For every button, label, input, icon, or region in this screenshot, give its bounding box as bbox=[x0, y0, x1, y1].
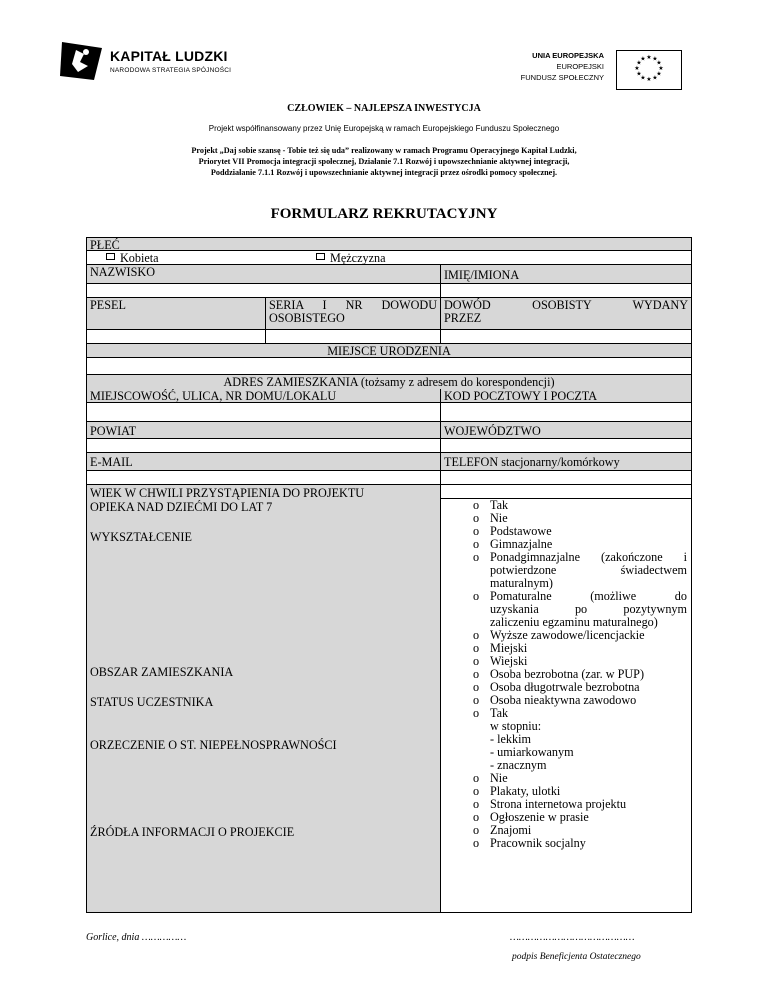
bullet-icon: o bbox=[473, 628, 480, 642]
option-degree: - umiarkowanym bbox=[490, 745, 574, 759]
miejscowosc-label: MIEJSCOWOŚĆ, ULICA, NR DOMU/LOKALU bbox=[87, 389, 441, 402]
svg-text:★: ★ bbox=[656, 59, 662, 67]
kod-field[interactable] bbox=[441, 403, 691, 421]
option-label: Pracownik socjalny bbox=[490, 836, 586, 850]
row-nazwisko-input bbox=[86, 284, 692, 298]
option-label: Ogłoszenie w prasie bbox=[490, 810, 589, 824]
option-label: Osoba długotrwale bezrobotna bbox=[490, 680, 640, 694]
option-label: zaliczeniu egzaminu maturalnego) bbox=[490, 615, 658, 629]
miejscowosc-field[interactable] bbox=[87, 403, 441, 421]
svg-text:★: ★ bbox=[646, 54, 652, 61]
kapital-ludzki-logo bbox=[58, 40, 238, 82]
project-line-3: Poddziałanie 7.1.1 Rozwój i upowszechnianie aktywnej integracji przez ośrodki pomocy społecznej. bbox=[210, 168, 558, 177]
row-adres-input bbox=[86, 403, 692, 422]
option-degree: - lekkim bbox=[490, 732, 531, 746]
seria-field[interactable] bbox=[266, 330, 441, 343]
seria-label bbox=[266, 298, 441, 329]
row-powiat bbox=[86, 422, 692, 439]
miejsce-urodzenia-label: MIEJSCE URODZENIA bbox=[327, 344, 451, 357]
dowod-line2: PRZEZ bbox=[444, 311, 482, 325]
row-miejsce-urodzenia bbox=[86, 344, 692, 358]
wiek-label: WIEK W CHWILI PRZYSTĄPIENIA DO PROJEKTU bbox=[90, 486, 365, 500]
option-label: Plakaty, ulotki bbox=[490, 784, 561, 798]
row-nazwisko-label bbox=[86, 265, 692, 284]
questions-labels bbox=[87, 485, 441, 912]
dowod-line1: DOWÓD OSOBISTY WYDANY bbox=[444, 298, 688, 312]
header-cofunded: Projekt współfinansowany przez Unię Europejską w ramach Europejskiego Funduszu Społecznego bbox=[208, 124, 560, 133]
wiek-field[interactable] bbox=[441, 485, 691, 499]
row-adres bbox=[86, 375, 692, 403]
powiat-label: POWIAT bbox=[87, 422, 441, 438]
bullet-icon: o bbox=[473, 680, 480, 694]
svg-text:★: ★ bbox=[634, 65, 640, 72]
option-label: Wyższe zawodowe/licencjackie bbox=[490, 628, 645, 642]
section-questions bbox=[86, 485, 692, 913]
option-orzeczenie-tak[interactable] bbox=[441, 707, 691, 772]
svg-text:★: ★ bbox=[640, 74, 646, 82]
eu-logo-line1: UNIA EUROPEJSKA bbox=[532, 51, 604, 60]
svg-text:★: ★ bbox=[656, 70, 662, 78]
svg-text:★: ★ bbox=[636, 70, 642, 78]
bullet-icon: o bbox=[473, 771, 480, 785]
option-kobieta[interactable] bbox=[103, 251, 303, 264]
place-date: Gorlice, dnia …………… bbox=[86, 932, 187, 943]
option-label: uzyskania po pozytywnym bbox=[490, 602, 687, 616]
row-email bbox=[86, 453, 692, 471]
row-miejsce-urodzenia-input bbox=[86, 358, 692, 375]
project-line-2: Priorytet VII Promocja integracji społecznej, Działanie 7.1 Rozwój i upowszechnianie aktywnej integracji, bbox=[198, 157, 570, 166]
email-label: E-MAIL bbox=[87, 453, 441, 470]
bullet-icon: o bbox=[473, 511, 480, 525]
seria-line1: SERIA I NR DOWODU bbox=[269, 298, 437, 312]
option-label: Znajomi bbox=[490, 823, 532, 837]
bullet-icon: o bbox=[473, 836, 480, 850]
bullet-icon: o bbox=[473, 641, 480, 655]
option-degree: - znacznym bbox=[490, 758, 547, 772]
row-pesel-label bbox=[86, 298, 692, 330]
opieka-label: OPIEKA NAD DZIEĆMI DO LAT 7 bbox=[90, 500, 273, 514]
option-sublabel: w stopniu: bbox=[490, 719, 542, 733]
dowod-field[interactable] bbox=[441, 330, 691, 343]
nazwisko-field[interactable] bbox=[87, 284, 441, 297]
checkbox-icon[interactable] bbox=[106, 253, 115, 260]
eu-logo-text bbox=[521, 50, 604, 83]
svg-text:★: ★ bbox=[646, 76, 652, 83]
svg-text:★: ★ bbox=[640, 55, 646, 63]
row-plec-options bbox=[86, 251, 692, 265]
imie-label: IMIĘ/IMIONA bbox=[441, 265, 691, 283]
row-powiat-input bbox=[86, 439, 692, 453]
svg-text:★: ★ bbox=[636, 59, 642, 67]
obszar-label: OBSZAR ZAMIESZKANIA bbox=[90, 665, 234, 679]
dowod-label bbox=[441, 298, 691, 329]
header-motto: CZŁOWIEK – NAJLEPSZA INWESTYCJA bbox=[287, 103, 481, 114]
option-label: Osoba bezrobotna (zar. w PUP) bbox=[490, 667, 644, 681]
row-email-input bbox=[86, 471, 692, 485]
eu-logo-line3: FUNDUSZ SPOŁECZNY bbox=[520, 73, 604, 82]
options-list bbox=[441, 499, 691, 850]
bullet-icon: o bbox=[473, 498, 480, 512]
checkbox-icon[interactable] bbox=[316, 253, 325, 260]
signature-caption: podpis Beneficjenta Ostatecznego bbox=[512, 952, 641, 962]
status-label: STATUS UCZESTNIKA bbox=[90, 695, 214, 709]
option-label: Miejski bbox=[490, 641, 528, 655]
bullet-icon: o bbox=[473, 667, 480, 681]
bullet-icon: o bbox=[473, 693, 480, 707]
kod-label: KOD POCZTOWY I POCZTA bbox=[441, 389, 691, 402]
logo-left-subtitle: NARODOWA STRATEGIA SPÓJNOŚCI bbox=[110, 67, 232, 74]
logo-left-title: KAPITAŁ LUDZKI bbox=[110, 48, 228, 64]
kapital-ludzki-logo-icon bbox=[58, 40, 104, 82]
option-pomaturalne[interactable] bbox=[441, 590, 691, 629]
option-label: Ponadgimnazjalne (zakończone i bbox=[490, 550, 687, 564]
bullet-icon: o bbox=[473, 810, 480, 824]
option-label: Pomaturalne (możliwe do bbox=[490, 589, 687, 603]
telefon-field[interactable] bbox=[441, 471, 691, 484]
option-label: Wiejski bbox=[490, 654, 528, 668]
powiat-field[interactable] bbox=[87, 439, 441, 452]
signature-line[interactable]: …………………………………… bbox=[510, 932, 635, 943]
form-title: FORMULARZ REKRUTACYJNY bbox=[270, 206, 498, 222]
row-pesel-input bbox=[86, 330, 692, 344]
eu-logo bbox=[502, 50, 682, 90]
svg-text:★: ★ bbox=[658, 65, 664, 72]
option-pracownik[interactable] bbox=[441, 837, 691, 850]
option-label: maturalnym) bbox=[490, 576, 553, 590]
option-mezczyzna[interactable] bbox=[313, 251, 513, 264]
wojewodztwo-label: WOJEWÓDZTWO bbox=[441, 422, 691, 438]
bullet-icon: o bbox=[473, 537, 480, 551]
plec-label: PŁEĆ bbox=[90, 238, 120, 250]
email-field[interactable] bbox=[87, 471, 441, 484]
imie-field[interactable] bbox=[441, 284, 691, 297]
pesel-field[interactable] bbox=[87, 330, 266, 343]
row-plec-label bbox=[86, 237, 692, 251]
option-label: Strona internetowa projektu bbox=[490, 797, 627, 811]
telefon-label: TELEFON stacjonarny/komórkowy bbox=[441, 453, 691, 470]
bullet-icon: o bbox=[473, 706, 480, 720]
wojewodztwo-field[interactable] bbox=[441, 439, 691, 452]
questions-options bbox=[441, 485, 691, 912]
option-label: Gimnazjalne bbox=[490, 537, 553, 551]
eu-logo-line2: EUROPEJSKI bbox=[556, 62, 604, 71]
option-label: Osoba nieaktywna zawodowo bbox=[490, 693, 637, 707]
kobieta-label: Kobieta bbox=[120, 251, 159, 264]
bullet-icon: o bbox=[473, 797, 480, 811]
seria-line2: OSOBISTEGO bbox=[269, 311, 345, 325]
wyksztalcenie-label: WYKSZTAŁCENIE bbox=[90, 530, 192, 544]
svg-text:★: ★ bbox=[652, 74, 658, 82]
bullet-icon: o bbox=[473, 589, 480, 603]
option-ponadgimnazjalne[interactable] bbox=[441, 551, 691, 590]
adres-label: ADRES ZAMIESZKANIA (tożsamy z adresem do korespondencji) bbox=[87, 375, 691, 389]
mezczyzna-label: Mężczyzna bbox=[330, 251, 386, 264]
miejsce-urodzenia-field[interactable] bbox=[87, 358, 691, 374]
nazwisko-label: NAZWISKO bbox=[87, 265, 441, 283]
bullet-icon: o bbox=[473, 823, 480, 837]
bullet-icon: o bbox=[473, 524, 480, 538]
pesel-label: PESEL bbox=[87, 298, 266, 329]
project-line-1: Projekt „Daj sobie szansę - Tobie też się uda” realizowany w ramach Programu Operacyjnego Kapitał Ludzki, bbox=[191, 146, 577, 155]
option-label: Tak bbox=[490, 706, 509, 720]
bullet-icon: o bbox=[473, 784, 480, 798]
option-label: Nie bbox=[490, 771, 508, 785]
bullet-icon: o bbox=[473, 654, 480, 668]
option-label: Tak bbox=[490, 498, 509, 512]
option-label: potwierdzone świadectwem bbox=[490, 563, 687, 577]
orzeczenie-label: ORZECZENIE O ST. NIEPEŁNOSPRAWNOŚCI bbox=[90, 738, 337, 752]
svg-text:★: ★ bbox=[652, 55, 658, 63]
option-label: Podstawowe bbox=[490, 524, 552, 538]
eu-flag-icon bbox=[616, 50, 682, 90]
zrodla-label: ŹRÓDŁA INFORMACJI O PROJEKCIE bbox=[90, 825, 295, 839]
option-label: Nie bbox=[490, 511, 508, 525]
bullet-icon: o bbox=[473, 550, 480, 564]
header-project-info bbox=[120, 145, 648, 178]
